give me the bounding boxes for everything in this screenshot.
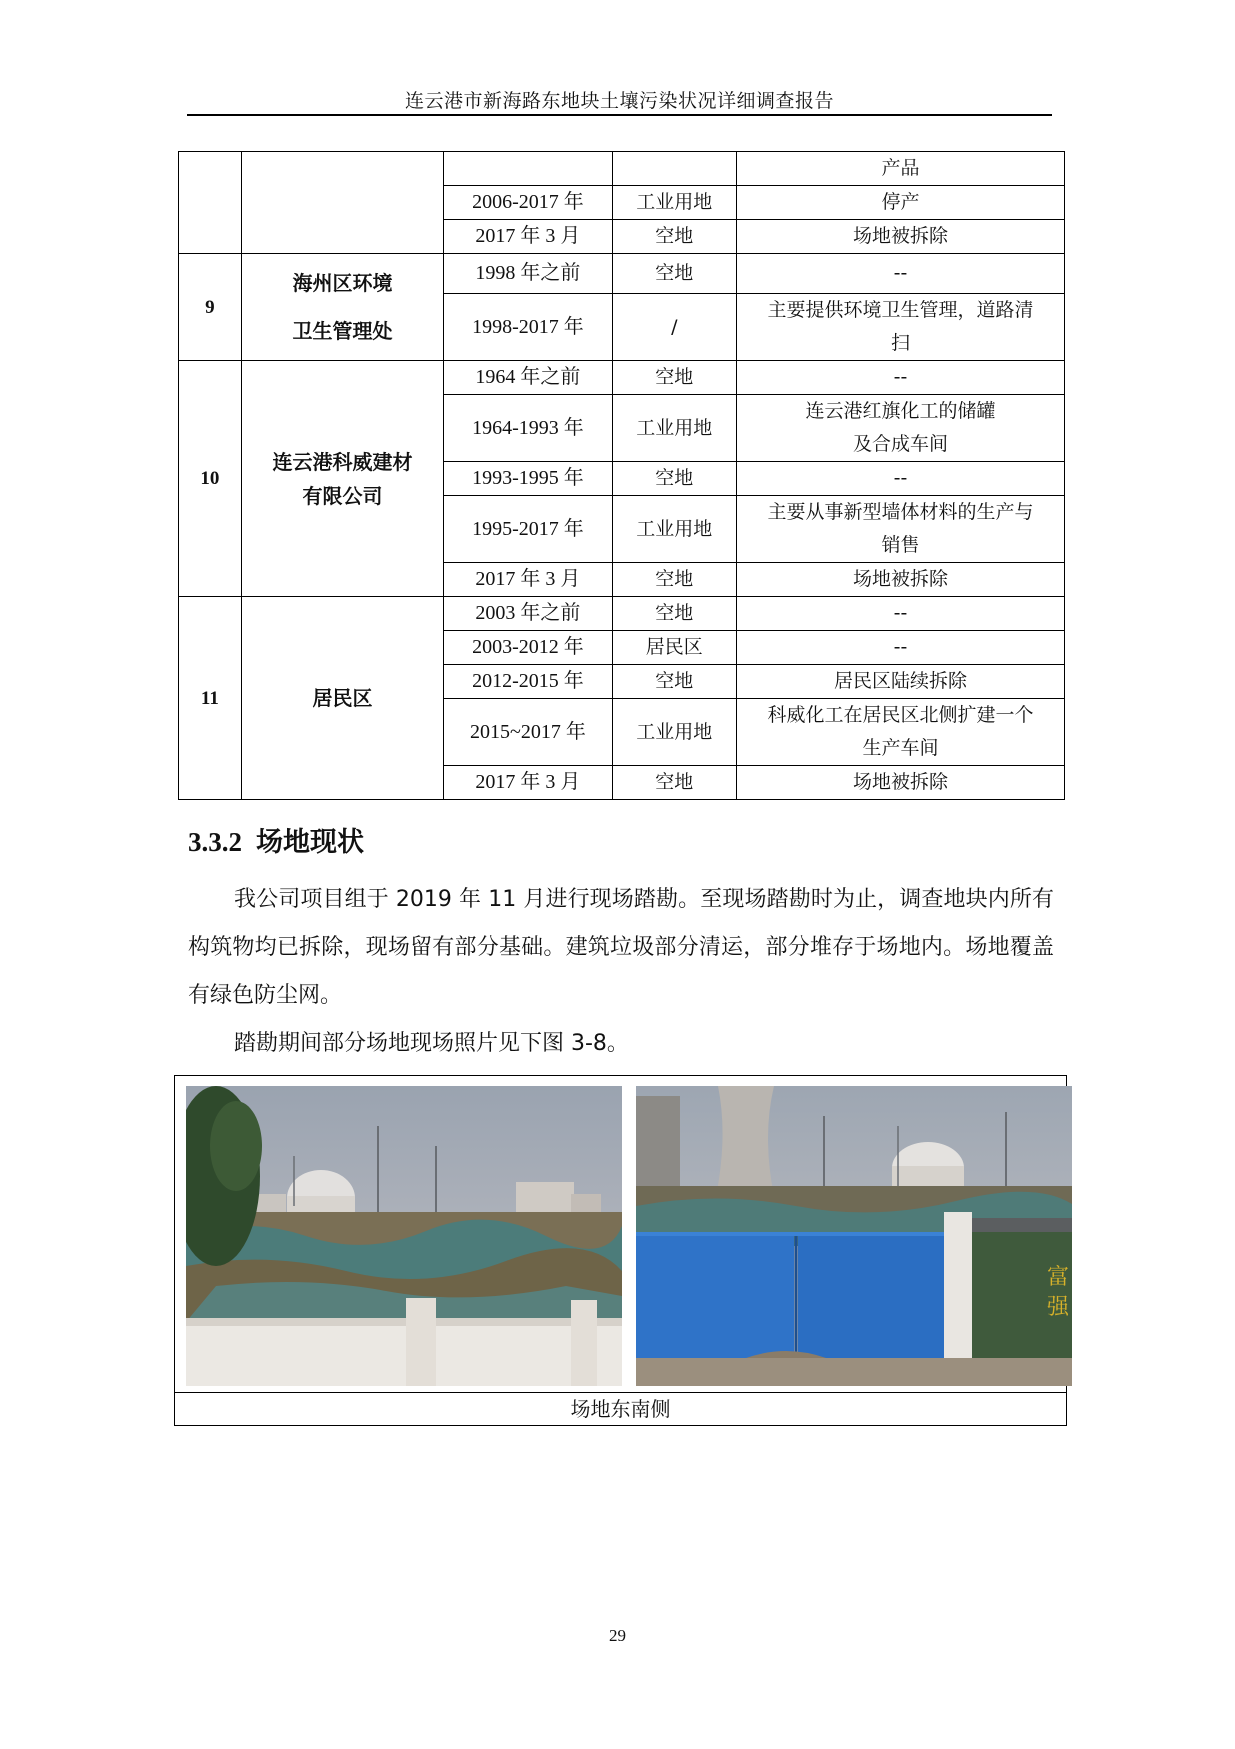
land-use-cell: 空地 xyxy=(612,361,736,395)
land-use-cell: 工业用地 xyxy=(612,186,736,220)
period-cell: 2006-2017 年 xyxy=(444,186,612,220)
section-number: 3.3.2 xyxy=(188,827,242,857)
period-cell: 1998-2017 年 xyxy=(444,294,612,361)
photo-table xyxy=(174,1075,1070,1426)
sign-char-2: 强 xyxy=(1046,1295,1070,1320)
description-cell: -- xyxy=(736,597,1064,631)
description-cell: 停产 xyxy=(736,186,1064,220)
section-heading xyxy=(188,820,364,859)
period-cell: 1964 年之前 xyxy=(444,361,612,395)
land-user-name xyxy=(241,361,444,597)
row-number: 10 xyxy=(179,361,242,597)
description-cell: -- xyxy=(736,462,1064,496)
land-use-cell: 空地 xyxy=(612,597,736,631)
land-use-cell xyxy=(612,152,736,186)
row-number: 11 xyxy=(179,597,242,800)
description-cell: 场地被拆除 xyxy=(736,220,1064,254)
body-paragraph: 踏勘期间部分场地现场照片见下图 3-8。 xyxy=(234,1031,629,1056)
land-use-cell: 工业用地 xyxy=(612,699,736,766)
description-line: 销售 xyxy=(881,534,920,556)
land-user-name xyxy=(241,152,444,254)
header-rule xyxy=(187,114,1052,116)
description-cell: -- xyxy=(736,361,1064,395)
period-cell: 2012-2015 年 xyxy=(444,665,612,699)
description-cell: -- xyxy=(736,631,1064,665)
description-line: 及合成车间 xyxy=(852,433,948,455)
table-row xyxy=(179,152,1065,186)
land-user-name-line: 海州区环境 xyxy=(292,271,393,295)
land-use-cell: 空地 xyxy=(612,220,736,254)
land-use-cell: / xyxy=(612,294,736,361)
period-cell: 1964-1993 年 xyxy=(444,395,612,462)
description-line: 主要提供环境卫生管理，道路清 xyxy=(767,299,1034,321)
table-row xyxy=(179,597,1065,631)
table-row xyxy=(179,361,1065,395)
period-cell: 2015~2017 年 xyxy=(444,699,612,766)
period-cell xyxy=(444,152,612,186)
land-use-cell: 工业用地 xyxy=(612,395,736,462)
period-cell: 2003-2012 年 xyxy=(444,631,612,665)
site-photo-right xyxy=(636,1086,1072,1386)
sign-char-1: 富 xyxy=(1046,1265,1070,1290)
description-cell: 场地被拆除 xyxy=(736,563,1064,597)
land-use-cell: 空地 xyxy=(612,462,736,496)
description-cell xyxy=(736,496,1064,563)
land-user-name xyxy=(241,254,444,361)
land-use-cell: 居民区 xyxy=(612,631,736,665)
description-cell xyxy=(736,294,1064,361)
section-title: 场地现状 xyxy=(256,827,364,858)
description-cell: -- xyxy=(736,254,1064,294)
description-line: 主要从事新型墙体材料的生产与 xyxy=(767,501,1034,523)
period-cell: 2017 年 3 月 xyxy=(444,563,612,597)
page-number: 29 xyxy=(609,1626,626,1645)
site-photo-left xyxy=(186,1086,622,1386)
description-cell: 居民区陆续拆除 xyxy=(736,665,1064,699)
land-use-cell: 空地 xyxy=(612,665,736,699)
land-use-cell: 空地 xyxy=(612,254,736,294)
description-cell: 产品 xyxy=(736,152,1064,186)
photo-cell xyxy=(175,1076,1070,1393)
land-user-name-line: 连云港科威建材 xyxy=(272,449,413,474)
period-cell: 1995-2017 年 xyxy=(444,496,612,563)
description-cell xyxy=(736,699,1064,766)
description-line: 连云港红旗化工的储罐 xyxy=(805,400,996,422)
land-use-cell: 空地 xyxy=(612,563,736,597)
table-row xyxy=(179,254,1065,294)
land-user-name-line: 有限公司 xyxy=(302,483,383,508)
photo-caption: 场地东南侧 xyxy=(175,1393,1067,1426)
period-cell: 2017 年 3 月 xyxy=(444,766,612,800)
period-cell: 2003 年之前 xyxy=(444,597,612,631)
period-cell: 1993-1995 年 xyxy=(444,462,612,496)
page-header: 连云港市新海路东地块土壤污染状况详细调查报告 xyxy=(404,90,834,112)
period-cell: 2017 年 3 月 xyxy=(444,220,612,254)
row-number: 9 xyxy=(179,254,242,361)
description-cell xyxy=(736,395,1064,462)
period-cell: 1998 年之前 xyxy=(444,254,612,294)
land-use-cell: 工业用地 xyxy=(612,496,736,563)
description-line: 科威化工在居民区北侧扩建一个 xyxy=(767,704,1034,726)
description-line: 扫 xyxy=(890,332,910,354)
land-use-cell: 空地 xyxy=(612,766,736,800)
body-paragraph: 我公司项目组于 2019 年 11 月进行现场踏勘。至现场踏勘时为止，调查地块内所有构筑物均已拆除，现场留有部分基础。建筑垃圾部分清运，部分堆存于场地内。场地覆盖有绿色防尘网。 xyxy=(188,887,1054,1008)
row-number xyxy=(179,152,242,254)
description-line: 生产车间 xyxy=(862,737,939,759)
site-history-table xyxy=(178,151,1065,800)
land-user-name-line: 卫生管理处 xyxy=(292,319,393,343)
land-user-name: 居民区 xyxy=(241,597,444,800)
description-cell: 场地被拆除 xyxy=(736,766,1064,800)
